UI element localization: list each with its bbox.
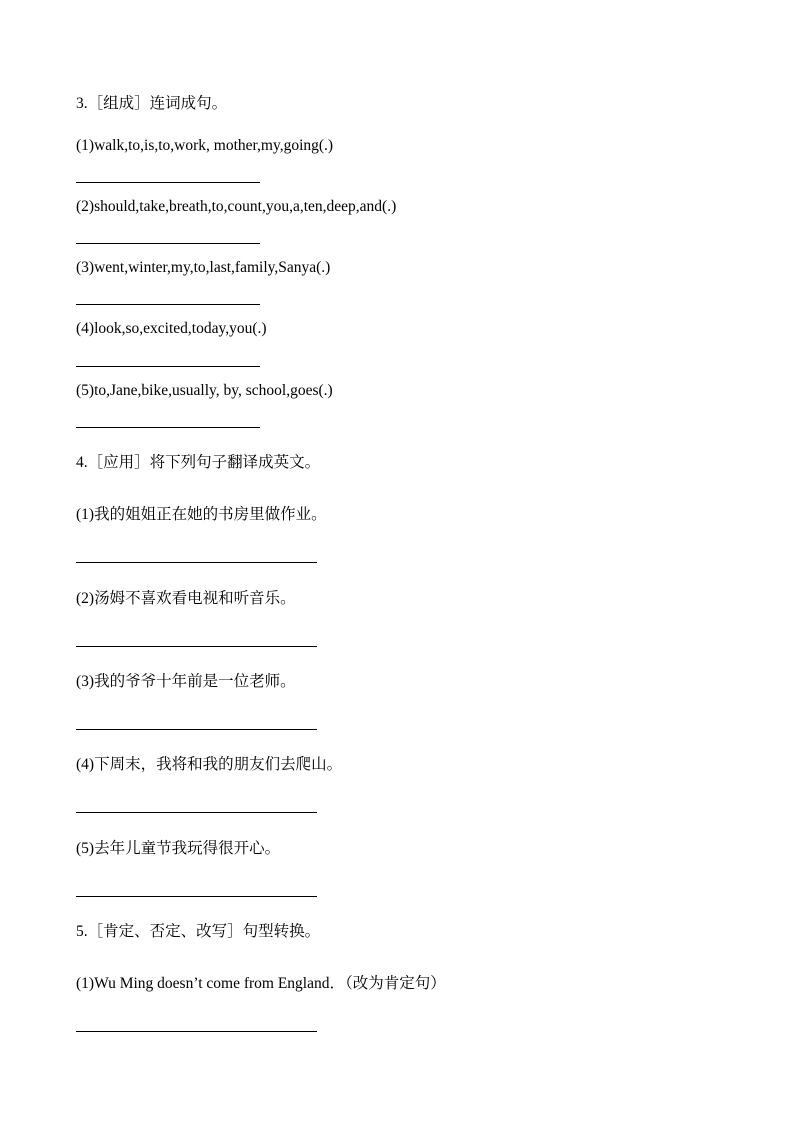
- section-3-item-4: (4)look,so,excited,today,you(.): [76, 320, 267, 337]
- answer-blank-5-1[interactable]: [76, 1031, 317, 1032]
- section-4-item-5: (5)去年儿童节我玩得很开心。: [76, 840, 281, 857]
- section-3-item-3: (3)went,winter,my,to,last,family,Sanya(.): [76, 259, 331, 276]
- answer-blank-4-1[interactable]: [76, 562, 317, 563]
- section-3-item-5: (5)to,Jane,bike,usually, by, school,goes(.): [76, 382, 333, 399]
- section-4-item-4: (4)下周末，我将和我的朋友们去爬山。: [76, 756, 343, 773]
- answer-blank-3-1[interactable]: [76, 182, 260, 183]
- answer-blank-4-2[interactable]: [76, 646, 317, 647]
- section-4-item-3: (3)我的爷爷十年前是一位老师。: [76, 673, 296, 690]
- section-4-item-2: (2)汤姆不喜欢看电视和听音乐。: [76, 590, 296, 607]
- section-4-heading: 4.［应用］将下列句子翻译成英文。: [76, 454, 321, 471]
- answer-blank-4-5[interactable]: [76, 896, 317, 897]
- section-3-item-1: (1)walk,to,is,to,work, mother,my,going(.): [76, 137, 334, 154]
- answer-blank-4-4[interactable]: [76, 812, 317, 813]
- answer-blank-3-4[interactable]: [76, 366, 260, 367]
- answer-blank-3-3[interactable]: [76, 304, 260, 305]
- section-5-item-1: (1)Wu Ming doesn’t come from England．（改为肯定句）: [76, 975, 446, 992]
- section-3-heading: 3.［组成］连词成句。: [76, 95, 228, 112]
- section-4-item-1: (1)我的姐姐正在她的书房里做作业。: [76, 506, 327, 523]
- answer-blank-4-3[interactable]: [76, 729, 317, 730]
- answer-blank-3-2[interactable]: [76, 243, 260, 244]
- section-3-item-2: (2)should,take,breath,to,count,you,a,ten,deep,and(.): [76, 198, 397, 215]
- section-5-heading: 5.［肯定、否定、改写］句型转换。: [76, 923, 321, 940]
- answer-blank-3-5[interactable]: [76, 427, 260, 428]
